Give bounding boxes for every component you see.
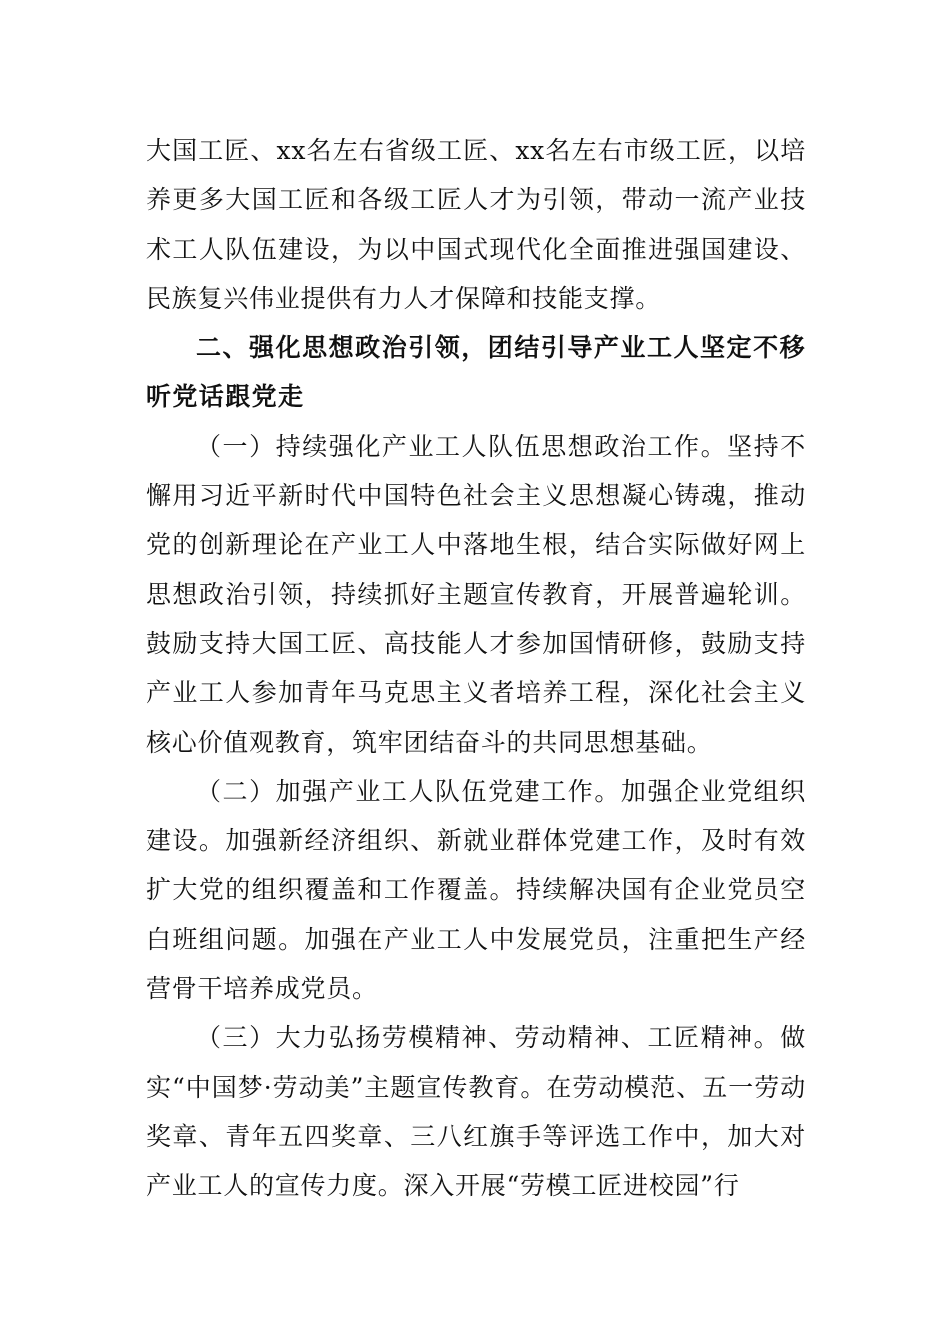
document-body — [146, 126, 806, 1211]
paragraph-ideological-work: （一）持续强化产业工人队伍思想政治工作。坚持不懈用习近平新时代中国特色社会主义思想凝心铸魂，推动党的创新理论在产业工人中落地生根，结合实际做好网上思想政治引领，持续抓好主题宣传教育，开展普遍轮训。鼓励支持大国工匠、高技能人才参加国情研修，鼓励支持产业工人参加青年马克思主义者培养工程，深化社会主义核心价值观教育，筑牢团结奋斗的共同思想基础。 — [146, 431, 806, 757]
section-heading-2: 二、强化思想政治引领，团结引导产业工人坚定不移听党话跟党走 — [146, 333, 806, 412]
paragraph-party-building: （二）加强产业工人队伍党建工作。加强企业党组织建设。加强新经济组织、新就业群体党建工作，及时有效扩大党的组织覆盖和工作覆盖。持续解决国有企业党员空白班组问题。加强在产业工人中发展党员，注重把生产经营骨干培养成党员。 — [146, 776, 806, 1004]
paragraph-continued-goals: 大国工匠、xx名左右省级工匠、xx名左右市级工匠，以培养更多大国工匠和各级工匠人才为引领，带动一流产业技术工人队伍建设，为以中国式现代化全面推进强国建设、民族复兴伟业提供有力人才保障和技能支撑。 — [146, 136, 806, 313]
paragraph-model-worker-spirit: （三）大力弘扬劳模精神、劳动精神、工匠精神。做实“中国梦·劳动美”主题宣传教育。在劳动模范、五一劳动奖章、青年五四奖章、三八红旗手等评选工作中，加大对产业工人的宣传力度。深入开展“劳模工匠进校园”行 — [146, 1023, 806, 1201]
